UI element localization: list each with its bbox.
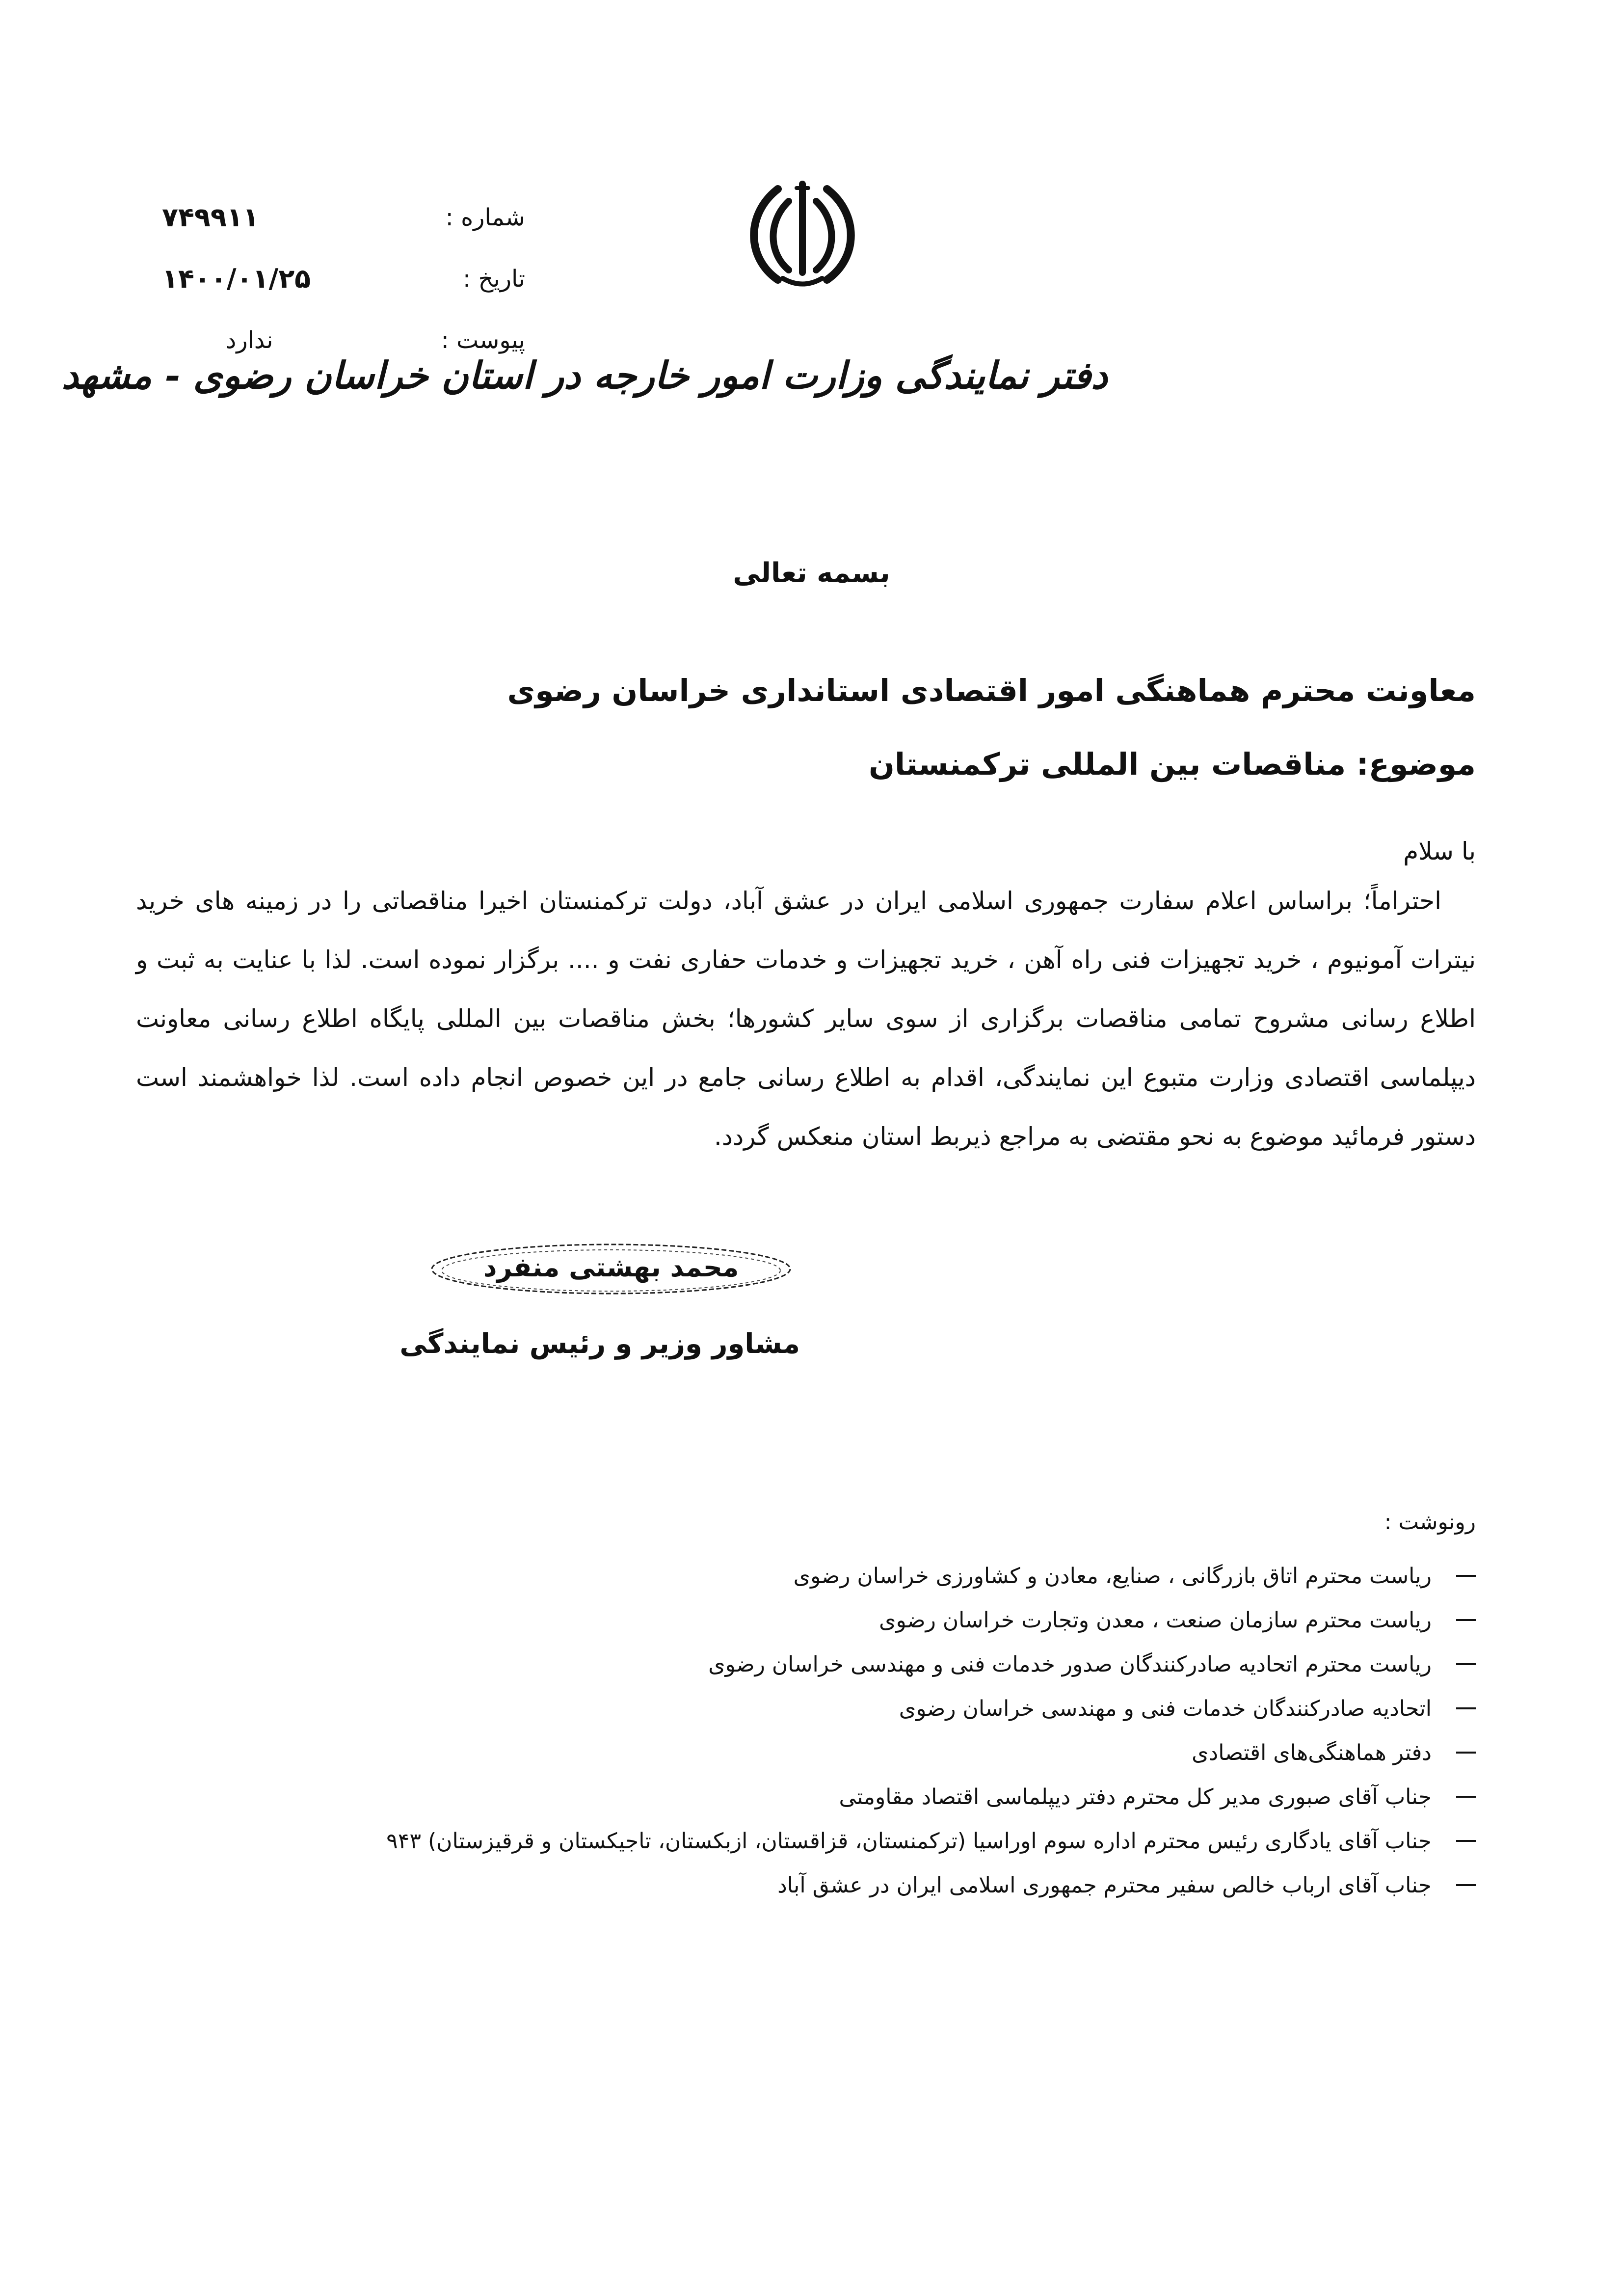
greeting: با سلام <box>1403 837 1476 865</box>
dash-icon <box>1456 1707 1476 1709</box>
dash-icon <box>1456 1752 1476 1754</box>
letter-body: احتراماً؛ براساس اعلام سفارت جمهوری اسلامی ایران در عشق آباد، دولت ترکمنستان اخیرا مناقصاتی را در زمینه های خرید نیترات آمونیوم ، خرید تجهیزات فنی راه آهن ، خرید تجهیزات و خدمات حفاری نفت و .... برگزار نموده است. لذا با عنایت به ثبت و اطلاع رسانی مشروح تمامی مناقصات برگزاری از سوی سایر کشورها؛ بخش مناقصات بین المللی پایگاه اطلاع رسانی معاونت دیپلماسی اقتصادی وزارت متبوع این نمایندگی، اقدام به اطلاع رسانی جامع در این خصوص انجام داده است. لذا خواهشمند است دستور فرمائید موضوع به نحو مقتضی به مراجع ذیربط استان منعکس گردد. <box>136 887 1476 1151</box>
date-value: ۱۴۰۰/۰۱/۲۵ <box>162 263 311 294</box>
list-item: جناب آقای صبوری مدیر کل محترم دفتر دیپلماسی اقتصاد مقاومتی <box>386 1775 1476 1819</box>
date-row <box>162 248 525 309</box>
addressee: معاونت محترم هماهنگی امور اقتصادی استانداری خراسان رضوی <box>507 673 1476 708</box>
dash-icon <box>1456 1575 1476 1577</box>
list-item: دفتر هماهنگی‌های اقتصادی <box>386 1730 1476 1775</box>
copies-title: رونوشت : <box>1384 1510 1476 1535</box>
date-label: تاریخ : <box>463 265 525 293</box>
dash-icon <box>1456 1884 1476 1886</box>
attachment-value: ندارد <box>226 326 273 354</box>
list-item: اتحادیه صادرکنندگان خدمات فنی و مهندسی خراسان رضوی <box>386 1686 1476 1730</box>
dash-icon <box>1456 1796 1476 1798</box>
signer-title: مشاور وزیر و رئیس نمایندگی <box>399 1328 800 1360</box>
number-row <box>162 187 525 248</box>
signer-name: محمد بهشتی منفرد <box>483 1252 739 1283</box>
list-item: جناب آقای ارباب خالص سفیر محترم جمهوری اسلامی ایران در عشق آباد <box>386 1863 1476 1907</box>
dash-icon <box>1456 1840 1476 1842</box>
iran-emblem-icon <box>744 174 861 292</box>
subject: موضوع: مناقصات بین المللی ترکمنستان <box>869 746 1476 782</box>
dash-icon <box>1456 1619 1476 1621</box>
signature-block <box>427 1232 795 1306</box>
list-item: جناب آقای یادگاری رئیس محترم اداره سوم اوراسیا (ترکمنستان، قزاقستان، ازبکستان، تاجیکستان و قرقیزستان) ۹۴۳ <box>386 1819 1476 1863</box>
list-item: ریاست محترم سازمان صنعت ، معدن وتجارت خراسان رضوی <box>386 1598 1476 1642</box>
letter-meta <box>162 187 525 371</box>
attachment-label: پیوست : <box>441 326 525 354</box>
invocation: بسمه تعالی <box>733 557 890 589</box>
number-label: شماره : <box>445 203 525 231</box>
dash-icon <box>1456 1663 1476 1665</box>
copies-list <box>386 1554 1476 1907</box>
list-item: ریاست محترم اتاق بازرگانی ، صنایع، معادن و کشاورزی خراسان رضوی <box>386 1554 1476 1598</box>
number-value: ۷۴۹۹۱۱ <box>162 202 259 233</box>
list-item: ریاست محترم اتحادیه صادرکنندگان صدور خدمات فنی و مهندسی خراسان رضوی <box>386 1642 1476 1686</box>
office-title: دفتر نمایندگی وزارت امور خارجه در استان خراسان رضوی - مشهد <box>61 353 1108 397</box>
